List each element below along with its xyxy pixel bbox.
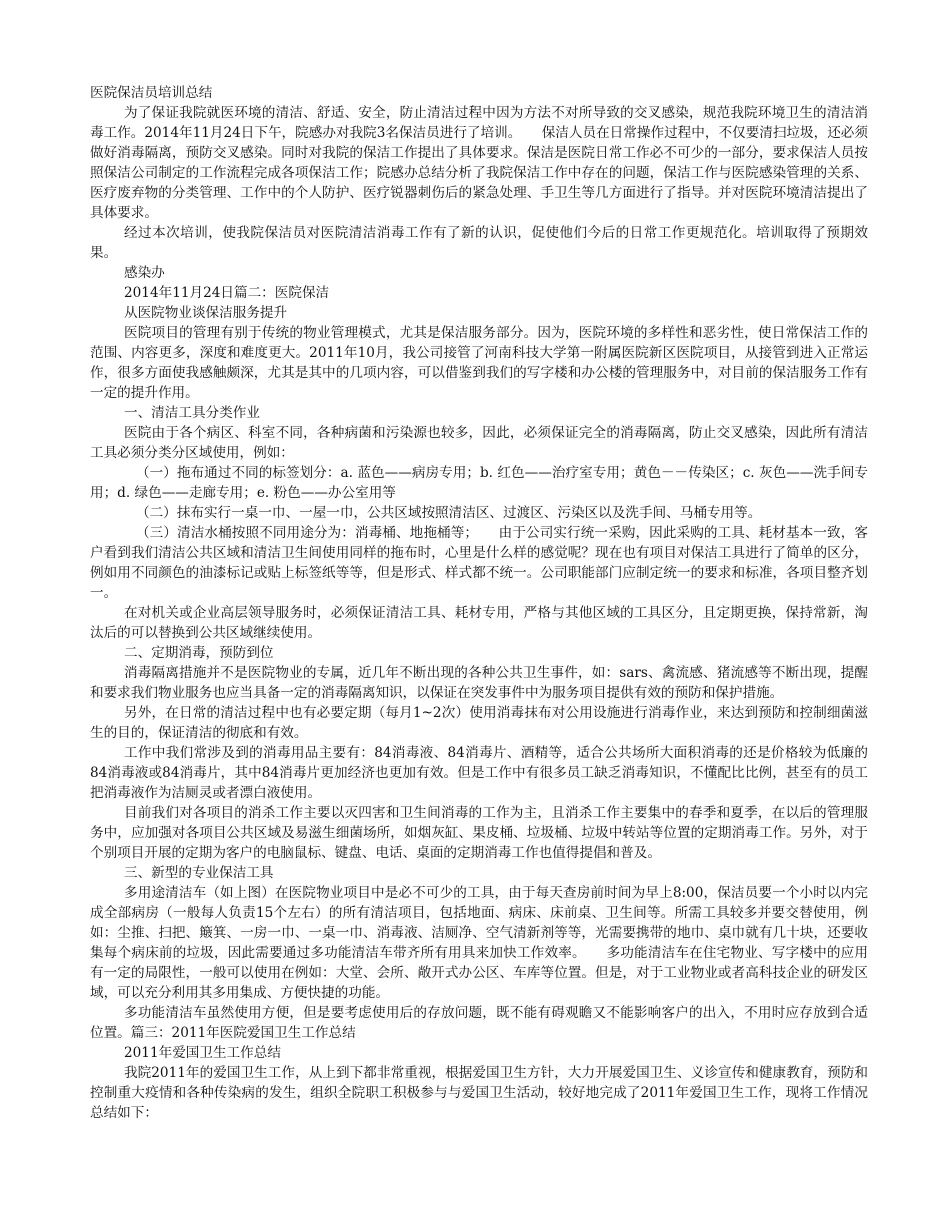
paragraph: 多用途清洁车（如上图）在医院物业项目中是必不可少的工具，由于每天查房前时间为早上8:00，保洁员要一个小时以内完成全部病房（一般每人负责15个左右）的所有清洁项目，包括地面、病床、床前桌、卫生间等。所需工具较多并要交替使用，例如：尘推、扫把、簸箕、一房一巾、一桌一巾、消毒液、洁厕净、空气清新剂等等，光需要携带的地巾、桌巾就有几十块，还要收集每个病床前的垃圾，因此需要通过多功能清洁车带齐所有用具来加快工作效率。 多功能清洁车在住宅物业、写字楼中的应用有一定的局限性，一般可以使用在例如：大堂、会所、敞开式办公区、车库等位置。但是，对于工业物业或者高科技企业的研发区域，可以充分利用其多用集成、方便快捷的功能。 [90, 885, 868, 1001]
list-item: （二）抹布实行一桌一巾、一屋一巾，公共区域按照清洁区、过渡区、污染区以及洗手间、马桶专用等。 [136, 505, 762, 521]
paragraph: 工作中我们常涉及到的消毒用品主要有：84消毒液、84消毒片、酒精等，适合公共场所大面积消毒的还是价格较为低廉的84消毒液或84消毒片，其中84消毒片更加经济也更加有效。但是工作中有很多员工缺乏消毒知识，不懂配比比例，甚至有的员工把消毒液作为洁厕灵或者漂白液使用。 [90, 745, 868, 801]
section-heading: 2011年爱国卫生工作总结 [124, 1045, 281, 1061]
paragraph: 多功能清洁车虽然使用方便，但是要考虑使用后的存放问题，既不能有碍观瞻又不能影响客户的出入，不用时应存放到合适位置。篇三：2011年医院爱国卫生工作总结 [90, 1005, 868, 1041]
paragraph: 在对机关或企业高层领导服务时，必须保证清洁工具、耗材专用，严格与其他区域的工具区分，且定期更换，保持常新，淘汰后的可以替换到公共区域继续使用。 [90, 605, 868, 641]
paragraph: 经过本次培训，使我院保洁员对医院清洁消毒工作有了新的认识，促使他们今后的日常工作更规范化。培训取得了预期效果。 [90, 225, 868, 261]
paragraph: 医院由于各个病区、科室不同，各种病菌和污染源也较多，因此，必须保证完全的消毒隔离，防止交叉感染，因此所有清洁工具必须分类分区域使用，例如： [90, 425, 868, 461]
list-item: （一）拖布通过不同的标签划分：a. 蓝色——病房专用；b. 红色——治疗室专用；黄色－－传染区；c. 灰色——洗手间专用；d. 绿色——走廊专用；e. 粉色——办公室用等 [90, 465, 868, 501]
section-heading: 从医院物业谈保洁服务提升 [124, 305, 288, 321]
paragraph: 目前我们对各项目的消杀工作主要以灭四害和卫生间消毒的工作为主，且消杀工作主要集中的春季和夏季，在以后的管理服务中，应加强对各项目公共区域及易滋生细菌场所，如烟灰缸、果皮桶、垃圾桶、垃圾中转站等位置的定期消毒工作。另外，对于个别项目开展的定期为客户的电脑鼠标、键盘、电话、桌面的定期消毒工作也值得提倡和普及。 [90, 805, 868, 861]
paragraph: 我院2011年的爱国卫生工作，从上到下都非常重视，根据爱国卫生方针，大力开展爱国卫生、义诊宣传和健康教育，预防和控制重大疫情和各种传染病的发生，组织全院职工积极参与与爱国卫生活动，较好地完成了2011年爱国卫生工作，现将工作情况总结如下： [90, 1065, 868, 1121]
paragraph: 医院项目的管理有别于传统的物业管理模式，尤其是保洁服务部分。因为，医院环境的多样性和恶劣性，使日常保洁工作的范围、内容更多，深度和难度更大。2011年10月，我公司接管了河南科技大学第一附属医院新区医院项目，从接管到进入正常运作，很多方面使我感触颇深，尤其是其中的几项内容，可以借鉴到我们的写字楼和办公楼的管理服务中，对目前的保洁服务工作有一定的提升作用。 [90, 325, 868, 401]
list-item: （三）清洁水桶按照不同用途分为：消毒桶、地拖桶等； 由于公司实行统一采购，因此采购的工具、耗材基本一致，客户看到我们清洁公共区域和清洁卫生间使用同样的拖布时，心里是什么样的感觉呢？现在也有项目对保洁工具进行了简单的区分，例如用不同颜色的油漆标记或贴上标签纸等等，但是形式、样式都不统一。公司职能部门应制定统一的要求和标准，各项目整齐划一。 [90, 525, 868, 601]
paragraph: 另外，在日常的清洁过程中也有必要定期（每月1~2次）使用消毒抹布对公用设施进行消毒作业，来达到预防和控制细菌滋生的目的，保证清洁的彻底和有效。 [90, 705, 868, 741]
paragraph: 消毒隔离措施并不是医院物业的专属，近几年不断出现的各种公共卫生事件，如：sars、禽流感、猪流感等不断出现，提醒和要求我们物业服务也应当具备一定的消毒隔离知识，以保证在突发事件中为服务项目提供有效的预防和保护措施。 [90, 665, 868, 701]
paragraph: 为了保证我院就医环境的清洁、舒适、安全，防止清洁过程中因为方法不对所导致的交叉感染，规范我院环境卫生的清洁消毒工作。2014年11月24日下午，院感办对我院3名保洁员进行了培训。 保洁人员在日常操作过程中，不仅要清扫垃圾，还必须做好消毒隔离，预防交叉感染。同时对我院的保洁工作提出了具体要求。保洁是医院日常工作必不可少的一部分，要求保洁人员按照保洁公司制定的工作流程完成各项保洁工作；院感办总结分析了我院保洁工作中存在的问题，保洁工作与医院感染管理的关系、医疗废弃物的分类管理、工作中的个人防护、医疗锐器刺伤后的紧急处理、手卫生等几方面进行了指导。并对医院环境清洁提出了具体要求。 [90, 105, 868, 221]
signature-department: 感染办 [124, 265, 165, 281]
document-title: 医院保洁员培训总结 [90, 85, 213, 101]
date-and-section-title: 2014年11月24日篇二：医院保洁 [124, 285, 330, 301]
document-page [90, 83, 868, 1123]
section-heading: 一、清洁工具分类作业 [124, 405, 260, 421]
section-heading: 二、定期消毒，预防到位 [124, 645, 274, 661]
section-heading: 三、新型的专业保洁工具 [124, 865, 274, 881]
